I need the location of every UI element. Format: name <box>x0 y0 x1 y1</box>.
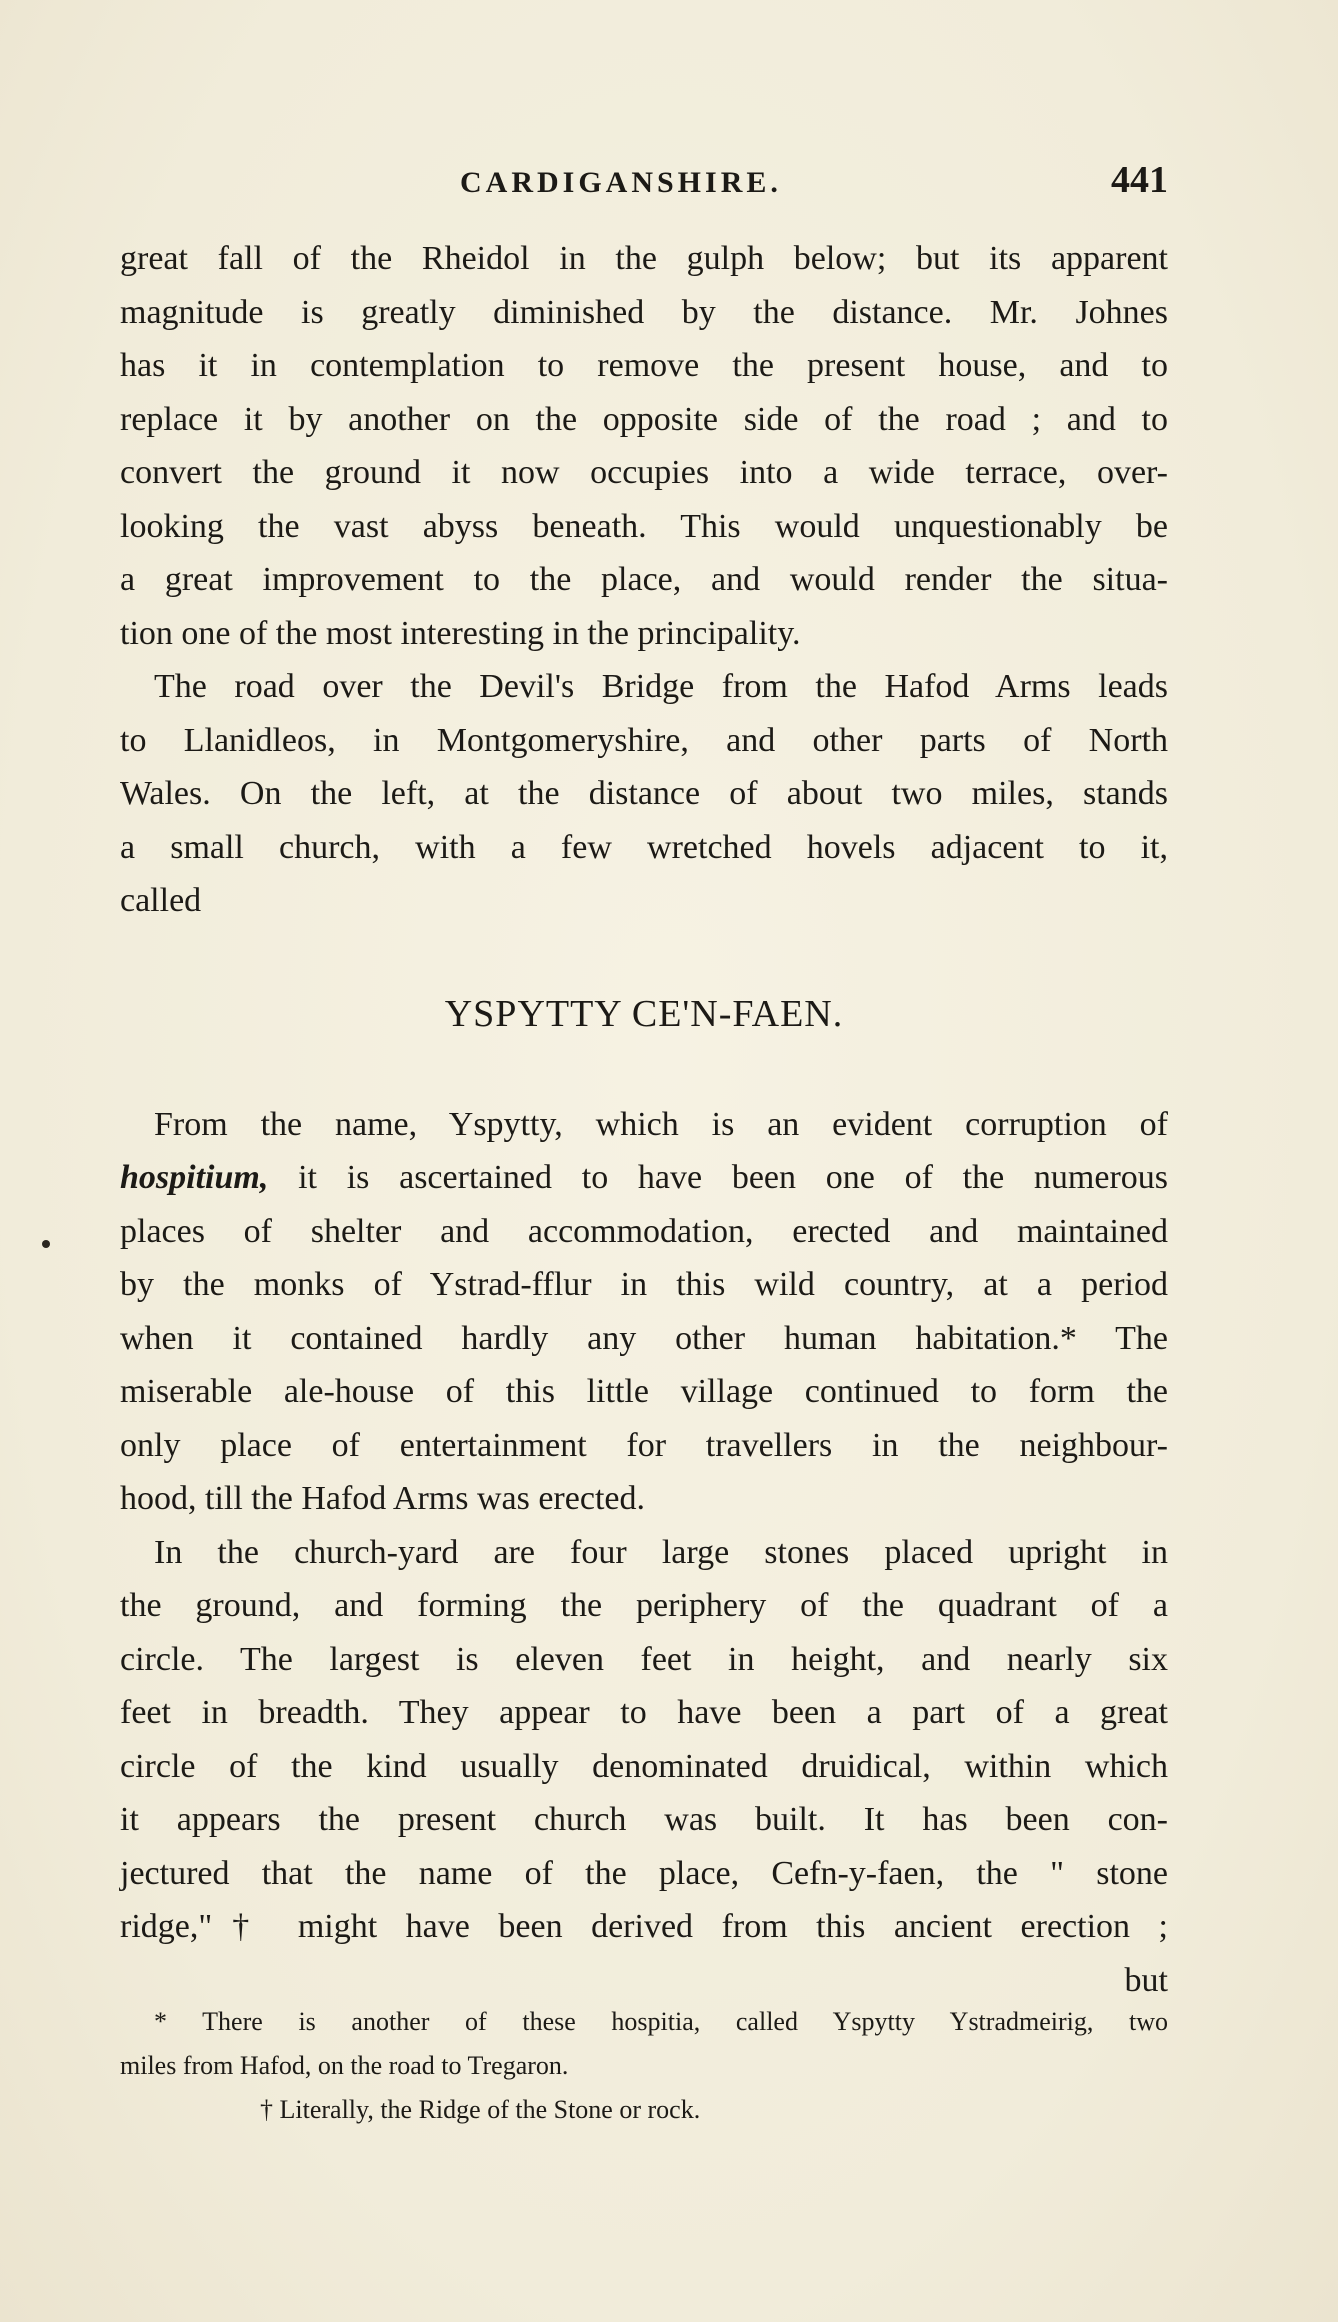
text-line: The road over the Devil's Bridge from the Hafod Arms leads <box>154 668 1168 705</box>
text-line: hood, till the Hafod Arms was erected. <box>120 1480 645 1517</box>
text-line: called <box>120 882 202 919</box>
text-line: jectured that the name of the place, Cefn-y-faen, the " stone <box>120 1854 1168 1892</box>
footnotes <box>120 2000 1168 2132</box>
text-line: a small church, with a few wretched hovels adjacent to it, <box>120 828 1168 866</box>
text-line: In the church-yard are four large stones placed upright in <box>154 1533 1168 1571</box>
text-line: circle. The largest is eleven feet in height, and nearly six <box>120 1640 1168 1678</box>
text-line: great fall of the Rheidol in the gulph below; but its apparent <box>120 240 1168 277</box>
text-line: magnitude is greatly diminished by the distance. Mr. Johnes <box>120 293 1168 331</box>
text-line: to Llanidleos, in Montgomeryshire, and other parts of North <box>120 721 1168 759</box>
text-line: it appears the present church was built. It has been con- <box>120 1801 1168 1838</box>
text-line: only place of entertainment for travellers in the neighbour- <box>120 1426 1168 1464</box>
paragraph-4 <box>120 1526 1168 2008</box>
text-line: replace it by another on the opposite side of the road ; and to <box>120 400 1168 438</box>
text-line: ridge,"† might have been derived from this ancient erection ; <box>120 1908 1168 1945</box>
italic-word: hospitium, <box>120 1159 269 1196</box>
paragraph-2 <box>120 660 1168 928</box>
text-line: a great improvement to the place, and would render the situa- <box>120 561 1168 598</box>
body-text <box>120 232 1168 2007</box>
paragraph-1 <box>120 232 1168 660</box>
footnote-line: † Literally, the Ridge of the Stone or rock. <box>260 2095 701 2124</box>
text-line: Wales. On the left, at the distance of about two miles, stands <box>120 775 1168 812</box>
text-line: tion one of the most interesting in the principality. <box>120 614 801 652</box>
section-heading: YSPYTTY CE'N-FAEN. <box>444 992 844 1035</box>
text-line-rest: it is ascertained to have been one of the numerous <box>268 1159 1168 1196</box>
text-line: miserable ale-house of this little village continued to form the <box>120 1373 1168 1410</box>
paragraph-3 <box>120 1098 1168 1526</box>
footnote-line: * There is another of these hospitia, called Yspytty Ystradmeirig, two <box>154 2007 1168 2036</box>
text-line: looking the vast abyss beneath. This would unquestionably be <box>120 507 1168 545</box>
text-line: feet in breadth. They appear to have been a part of a great <box>120 1694 1168 1731</box>
text-line: From the name, Yspytty, which is an evident corruption of <box>154 1105 1168 1143</box>
text-line: has it in contemplation to remove the present house, and to <box>120 347 1168 384</box>
text-line: places of shelter and accommodation, erected and maintained <box>120 1212 1168 1250</box>
text-line <box>120 1151 1168 1205</box>
page-number: 441 <box>1111 159 1168 201</box>
catchword: but <box>1124 1961 1168 1999</box>
margin-mark <box>42 1240 50 1248</box>
text-line: the ground, and forming the periphery of the quadrant of a <box>120 1587 1168 1624</box>
text-line: convert the ground it now occupies into a wide terrace, over- <box>120 454 1168 491</box>
text-line: when it contained hardly any other human habitation.* The <box>120 1319 1168 1357</box>
running-title: CARDIGANSHIRE. <box>460 166 782 199</box>
page-header <box>120 158 1168 208</box>
footnote-line: miles from Hafod, on the road to Tregaron. <box>120 2051 569 2080</box>
text-line: circle of the kind usually denominated druidical, within which <box>120 1747 1168 1785</box>
text-line: by the monks of Ystrad-fflur in this wild country, at a period <box>120 1266 1168 1303</box>
